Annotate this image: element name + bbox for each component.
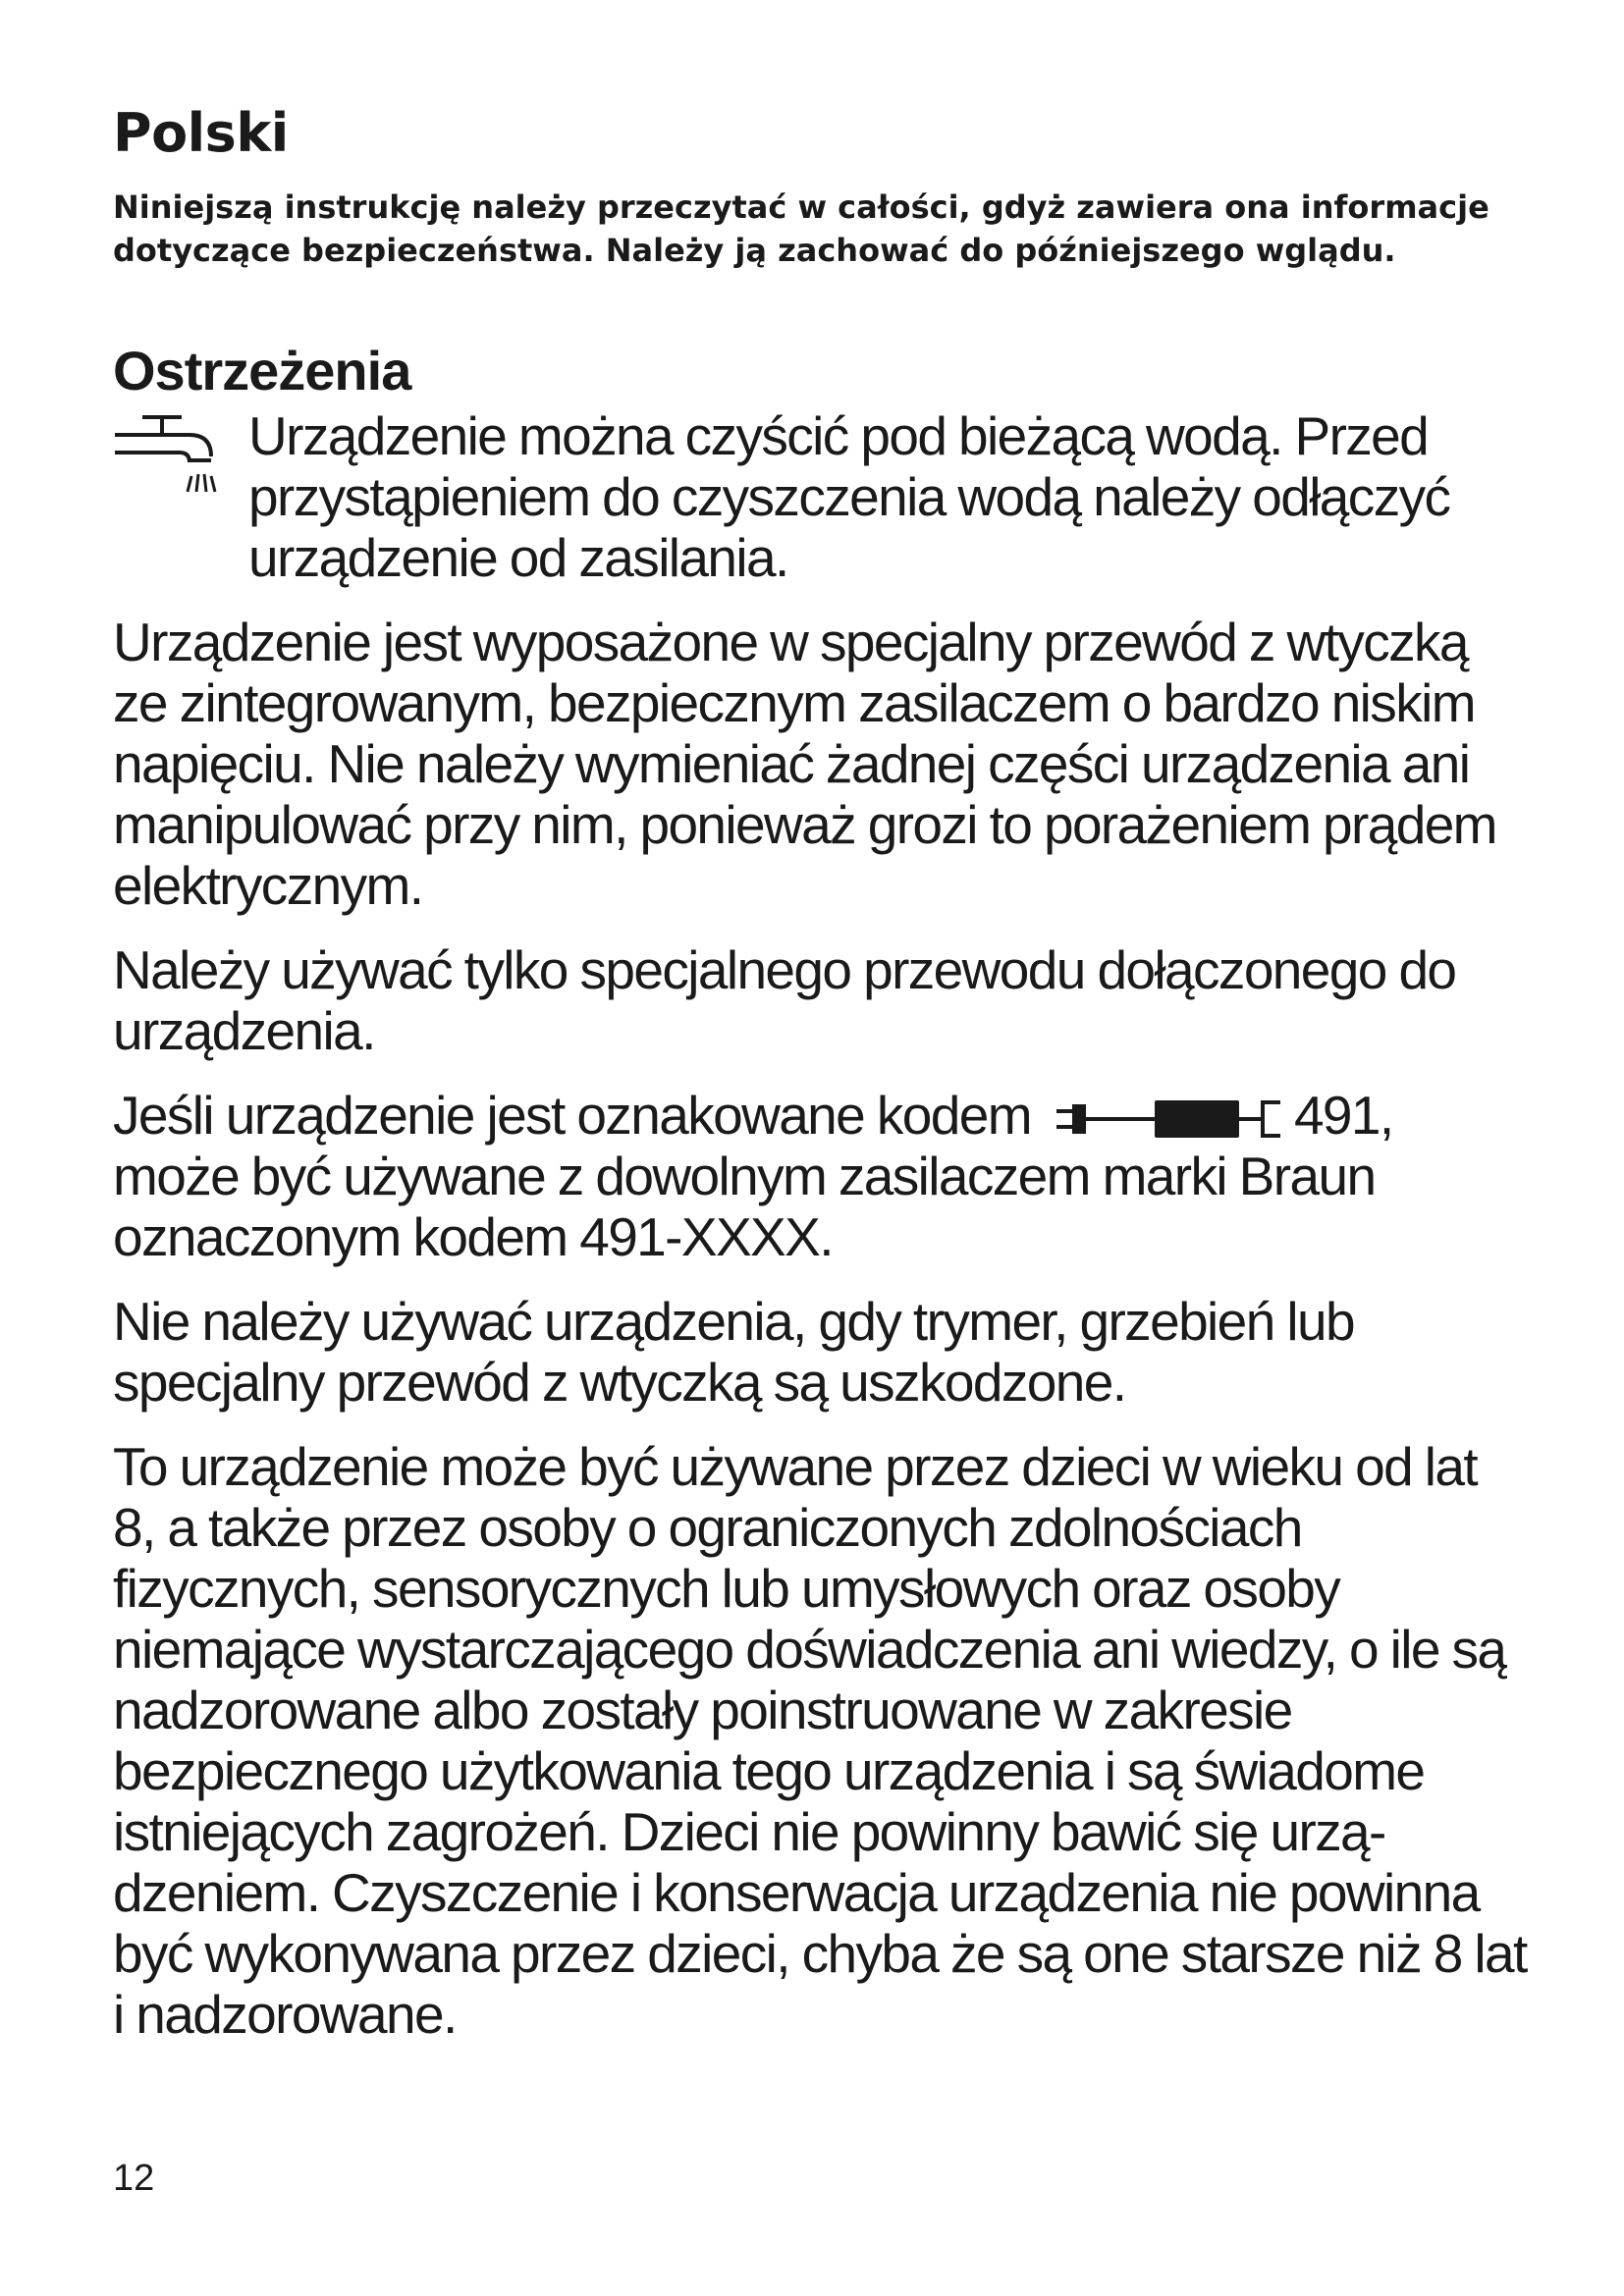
paragraph-code-491 (113, 1085, 1527, 1267)
paragraph-cord-safety: Urządzenie jest wyposażone w specjalny przewód z wtyczką ze zintegrowanym, bezpiecznym zasilaczem o bardzo niskim napięciu. Nie należy wymieniać żadnej części urządzenia ani manipulować przy nim, ponieważ grozi to porażeniem prądem elektrycznym. (113, 611, 1496, 916)
running-water-tap-icon (113, 409, 219, 517)
warnings-title: Ostrzeżenia (113, 340, 411, 402)
page-number: 12 (113, 2158, 155, 2199)
paragraph-damaged-parts: Nie należy używać urządzenia, gdy trymer, grzebień lub specjalny przewód z wtyczką są uszkodzone. (113, 1290, 1354, 1413)
manual-page (113, 103, 1527, 2068)
paragraph-use-cord: Należy używać tylko specjalnego przewodu dołączonego do urządzenia. (113, 938, 1456, 1061)
power-plug-cable-icon (1053, 1095, 1284, 1144)
water-cleaning-text: Urządzenie można czyścić pod bieżącą wodą. Przed przystąpieniem do czyszczenia wodą należy odłączyć urządzenie od zasilania. (248, 404, 1450, 588)
paragraph-children-safety: To urządzenie może być używane przez dzieci w wieku od lat 8, a także przez osoby o ograniczonych zdolnościach fizycznych, sensorycznych lub umysłowych oraz osoby niemające wystarczającego doświadczenia ani wiedzy, o ile są nadzorowane albo zostały poinstruowane w zakresie bezpiecznego użytkowania tego urządzenia i są świadome istniejących zagrożeń. Dzieci nie powinny bawić się urzą-dzeniem. Czyszczenie i konserwacja urządzenia nie powinna być wykonywana przez dzieci, chyba że są one starsze niż 8 lat i nadzorowane. (113, 1435, 1527, 2045)
code-number: 491, (1293, 1084, 1393, 1146)
code-text-before: Jeśli urządzenie jest oznakowane kodem (113, 1084, 1031, 1146)
code-text-after: może być używane z dowolnym zasilaczem marki Braun oznaczonym kodem 491-XXXX. (113, 1145, 1376, 1267)
water-cleaning-note (113, 405, 1527, 588)
intro-notice: Niniejszą instrukcję należy przeczytać w całości, gdyż zawiera ona informacje dotyczące bezpieczeństwa. Należy ją zachować do późniejszego wglądu. (113, 188, 1489, 270)
language-title: Polski (113, 102, 289, 164)
